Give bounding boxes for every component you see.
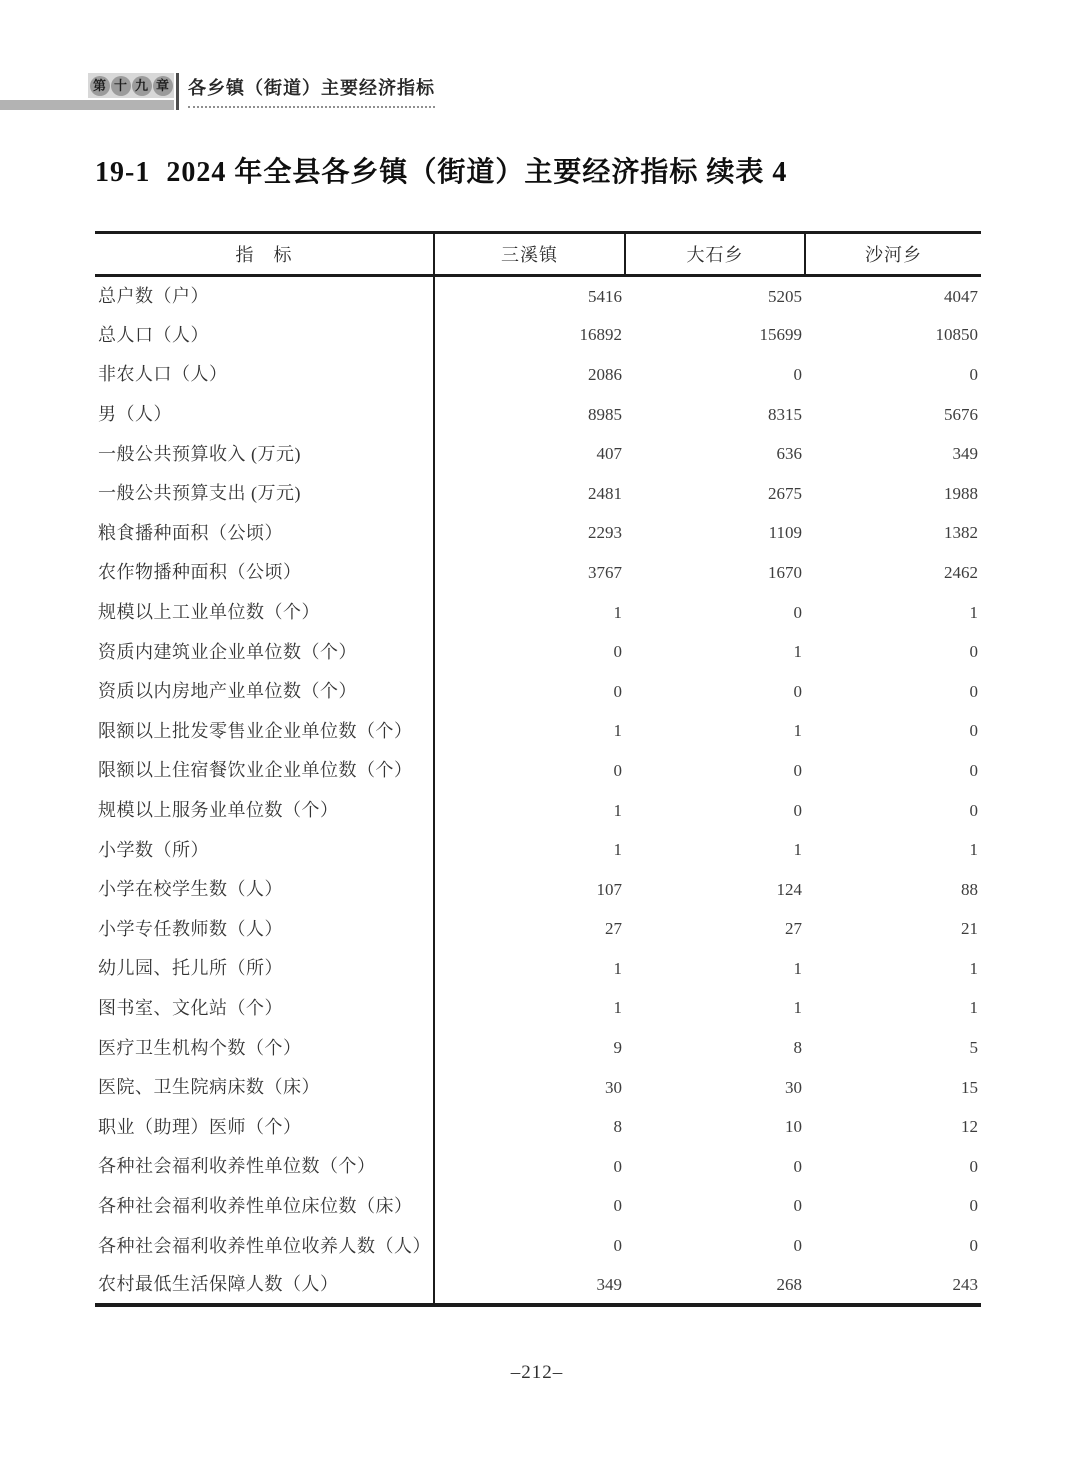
row-label: 男（人）: [95, 394, 434, 434]
cell-value: 0: [793, 681, 802, 701]
cell-value: 407: [596, 444, 622, 464]
cell-value: 1: [969, 840, 978, 860]
cell-value: 0: [969, 1196, 978, 1216]
row-label: 各种社会福利收养性单位数（个）: [95, 1147, 434, 1187]
cell-value: 8315: [768, 404, 802, 424]
table-header-row: [95, 233, 981, 276]
cell-value: 1109: [768, 523, 802, 543]
row-label: 各种社会福利收养性单位收养人数（人）: [95, 1226, 434, 1266]
cell-value: 5416: [588, 286, 622, 306]
cell-value: 8: [613, 1117, 622, 1137]
cell-value: 30: [785, 1077, 802, 1097]
row-label: 幼儿园、托儿所（所）: [95, 949, 434, 989]
column-header-town: 三溪镇: [434, 233, 625, 276]
cell-value: 27: [785, 919, 802, 939]
cell-value: 10850: [935, 325, 978, 345]
cell-value: 1: [969, 998, 978, 1018]
cell-value: 1988: [944, 483, 978, 503]
row-label: 资质以内房地产业单位数（个）: [95, 671, 434, 711]
row-label: 限额以上住宿餐饮业企业单位数（个）: [95, 751, 434, 791]
cell-value: 1: [793, 642, 802, 662]
cell-value: 349: [952, 444, 978, 464]
row-label: 粮食播种面积（公顷）: [95, 513, 434, 553]
table-row: [95, 1028, 981, 1068]
row-label: 资质内建筑业企业单位数（个）: [95, 632, 434, 672]
cell-value: 1: [969, 958, 978, 978]
cell-value: 0: [793, 364, 802, 384]
cell-value: 8: [793, 1038, 802, 1058]
cell-value: 5: [969, 1038, 978, 1058]
column-header-town: 沙河乡: [805, 233, 981, 276]
row-label: 医院、卫生院病床数（床）: [95, 1067, 434, 1107]
table-row: [95, 1067, 981, 1107]
table-row: [95, 949, 981, 989]
cell-value: 0: [613, 760, 622, 780]
header-divider: [176, 73, 179, 110]
cell-value: 9: [613, 1038, 622, 1058]
table-row: [95, 830, 981, 870]
table-row: [95, 632, 981, 672]
cell-value: 0: [793, 602, 802, 622]
page-footer: [0, 1362, 1074, 1384]
table-row: [95, 711, 981, 751]
row-label: 规模以上服务业单位数（个）: [95, 790, 434, 830]
table-row: [95, 315, 981, 355]
row-label: 医疗卫生机构个数（个）: [95, 1028, 434, 1068]
cell-value: 1: [793, 998, 802, 1018]
table-row: [95, 473, 981, 513]
cell-value: 0: [613, 1236, 622, 1256]
cell-value: 0: [613, 681, 622, 701]
table-row: [95, 592, 981, 632]
chapter-badge-char: 第: [90, 76, 110, 96]
cell-value: 124: [776, 879, 802, 899]
table-header: [95, 233, 981, 276]
cell-value: 0: [969, 681, 978, 701]
table-row: [95, 909, 981, 949]
row-label: 一般公共预算支出 (万元): [95, 473, 434, 513]
row-label: 农作物播种面积（公顷）: [95, 553, 434, 593]
cell-value: 5676: [944, 404, 978, 424]
cell-value: 0: [969, 721, 978, 741]
table-row: [95, 1107, 981, 1147]
cell-value: 5205: [768, 286, 802, 306]
cell-value: 27: [605, 919, 622, 939]
cell-value: 1: [969, 602, 978, 622]
cell-value: 0: [969, 800, 978, 820]
cell-value: 0: [969, 1156, 978, 1176]
cell-value: 2481: [588, 483, 622, 503]
table-row: [95, 1226, 981, 1266]
cell-value: 2675: [768, 483, 802, 503]
cell-value: 0: [969, 364, 978, 384]
table-row: [95, 790, 981, 830]
cell-value: 0: [793, 1196, 802, 1216]
row-label: 图书室、文化站（个）: [95, 988, 434, 1028]
cell-value: 8985: [588, 404, 622, 424]
cell-value: 1: [613, 840, 622, 860]
row-label: 总户数（户）: [95, 276, 434, 316]
column-header-town: 大石乡: [625, 233, 805, 276]
table-row: [95, 434, 981, 474]
table-row: [95, 1265, 981, 1305]
row-label: 小学专任教师数（人）: [95, 909, 434, 949]
cell-value: 0: [613, 642, 622, 662]
cell-value: 0: [613, 1156, 622, 1176]
cell-value: 636: [776, 444, 802, 464]
column-header-indicator: 指 标: [95, 233, 434, 276]
chapter-badge-char: 九: [132, 76, 152, 96]
cell-value: 1: [613, 602, 622, 622]
row-label: 农村最低生活保障人数（人）: [95, 1265, 434, 1305]
cell-value: 15: [961, 1077, 978, 1097]
table-title: 19-1 2024 年全县各乡镇（街道）主要经济指标 续表 4: [95, 157, 788, 188]
cell-value: 2462: [944, 562, 978, 582]
row-label: 总人口（人）: [95, 315, 434, 355]
cell-value: 268: [776, 1274, 802, 1294]
row-label: 非农人口（人）: [95, 355, 434, 395]
cell-value: 0: [793, 1156, 802, 1176]
cell-value: 243: [952, 1274, 978, 1294]
row-label: 各种社会福利收养性单位床位数（床）: [95, 1186, 434, 1226]
cell-value: 88: [961, 879, 978, 899]
table-row: [95, 988, 981, 1028]
cell-value: 12: [961, 1117, 978, 1137]
chapter-badge: [88, 73, 174, 98]
cell-value: 1: [793, 840, 802, 860]
cell-value: 10: [785, 1117, 802, 1137]
page-number: –212–: [510, 1362, 564, 1383]
cell-value: 0: [793, 800, 802, 820]
cell-value: 1670: [768, 562, 802, 582]
cell-value: 4047: [944, 286, 978, 306]
cell-value: 1: [793, 958, 802, 978]
cell-value: 2293: [588, 523, 622, 543]
chapter-badge-char: 十: [111, 76, 131, 96]
statistics-table: [95, 231, 981, 1307]
cell-value: 1: [613, 721, 622, 741]
table-row: [95, 513, 981, 553]
table-row: [95, 671, 981, 711]
cell-value: 0: [793, 760, 802, 780]
cell-value: 3767: [588, 562, 622, 582]
row-label: 小学在校学生数（人）: [95, 869, 434, 909]
cell-value: 349: [596, 1274, 622, 1294]
cell-value: 1: [613, 800, 622, 820]
table-row: [95, 1186, 981, 1226]
cell-value: 1: [613, 958, 622, 978]
header-gray-bar: [0, 100, 174, 110]
cell-value: 16892: [579, 325, 622, 345]
table-body: [95, 276, 981, 1305]
table-row: [95, 751, 981, 791]
table-row: [95, 276, 981, 316]
table-row: [95, 355, 981, 395]
chapter-badge-char: 章: [153, 76, 173, 96]
row-label: 限额以上批发零售业企业单位数（个）: [95, 711, 434, 751]
chapter-title: 各乡镇（街道）主要经济指标: [188, 74, 435, 108]
cell-value: 0: [793, 1236, 802, 1256]
table-row: [95, 553, 981, 593]
cell-value: 0: [969, 760, 978, 780]
row-label: 小学数（所）: [95, 830, 434, 870]
cell-value: 107: [596, 879, 622, 899]
cell-value: 1: [793, 721, 802, 741]
row-label: 职业（助理）医师（个）: [95, 1107, 434, 1147]
cell-value: 1382: [944, 523, 978, 543]
table-row: [95, 869, 981, 909]
cell-value: 0: [969, 642, 978, 662]
cell-value: 15699: [759, 325, 802, 345]
cell-value: 30: [605, 1077, 622, 1097]
cell-value: 0: [613, 1196, 622, 1216]
table-row: [95, 394, 981, 434]
cell-value: 1: [613, 998, 622, 1018]
table-row: [95, 1147, 981, 1187]
row-label: 一般公共预算收入 (万元): [95, 434, 434, 474]
row-label: 规模以上工业单位数（个）: [95, 592, 434, 632]
cell-value: 2086: [588, 364, 622, 384]
cell-value: 0: [969, 1236, 978, 1256]
cell-value: 21: [961, 919, 978, 939]
